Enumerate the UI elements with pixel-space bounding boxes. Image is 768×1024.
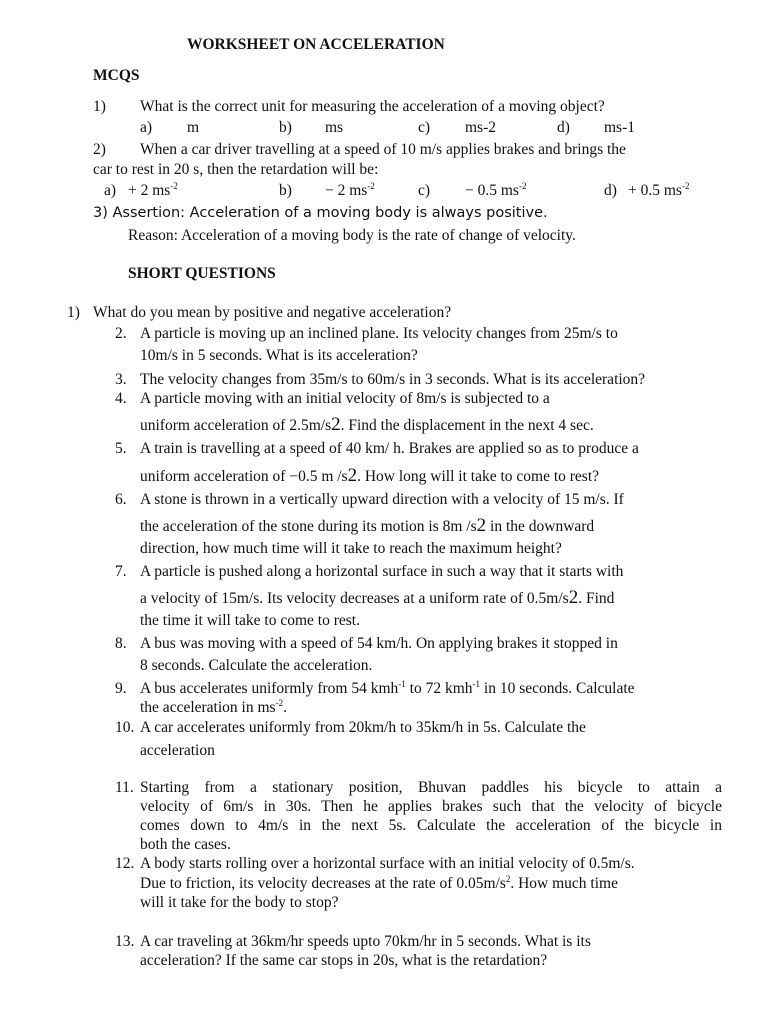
question-text: the acceleration in $ms^{-2}$. (140, 698, 287, 716)
question-text: A bus accelerates uniformly from 54 kmh$^{-1}$ to 72 kmh$^{-1}$ in 10 seconds. Calculate (140, 679, 635, 697)
question-text: car to rest in 20 s, then the retardation will be: (93, 161, 379, 178)
question-text: 8 seconds. Calculate the acceleration. (140, 657, 373, 674)
assertion-text: 3) Assertion: Acceleration of a moving body is always positive. (93, 205, 548, 221)
question-text: What do you mean by positive and negative acceleration? (93, 304, 452, 321)
question-text: uniform acceleration of 2.5m/s2. Find the displacement in the next 4 sec. (140, 414, 594, 435)
question-text: the acceleration of the stone during its motion is 8m /s2 in the downward (140, 515, 595, 536)
question-number: 13. (115, 933, 135, 950)
option-label: b) (279, 119, 292, 136)
question-number: 7. (115, 563, 127, 580)
option-text: − 0.5 $ms^{-2}$ (465, 181, 527, 199)
short-questions-heading: SHORT QUESTIONS (128, 265, 276, 282)
question-number: 6. (115, 491, 127, 508)
question-text: acceleration (140, 742, 215, 759)
question-number: 3. (115, 371, 127, 388)
question-number: 12. (115, 855, 135, 872)
question-text: comes down to 4m/s in the next 5s. Calculate the acceleration of the bicycle in (140, 817, 722, 834)
question-text: The velocity changes from 35m/s to 60m/s in 3 seconds. What is its acceleration? (140, 371, 646, 388)
question-text: A body starts rolling over a horizontal surface with an initial velocity of 0.5m/s. (140, 855, 635, 872)
question-number: 2. (115, 325, 127, 342)
question-text: What is the correct unit for measuring the acceleration of a moving object? (140, 98, 605, 115)
question-number: 2) (93, 141, 106, 158)
option-text: ms-1 (604, 119, 635, 136)
question-number: 11. (115, 779, 134, 796)
question-text: will it take for the body to stop? (140, 894, 339, 911)
option-text: − 2 $ms^{-2}$ (325, 181, 375, 199)
question-text: A particle moving with an initial velocity of 8m/s is subjected to a (140, 390, 550, 407)
question-number: 1) (67, 304, 80, 321)
question-text: direction, how much time will it take to reach the maximum height? (140, 540, 562, 557)
option-label: d) (604, 182, 617, 199)
option-text: ms (325, 119, 344, 136)
option-text: + 2 $ms^{-2}$ (128, 181, 178, 199)
option-text: + 0.5 $ms^{-2}$ (628, 181, 690, 199)
question-text: both the cases. (140, 836, 231, 853)
option-label: c) (418, 182, 431, 199)
option-label: b) (279, 182, 292, 199)
question-text: A car accelerates uniformly from 20km/h to 35km/h in 5s. Calculate the (140, 719, 586, 736)
reason-text: Reason: Acceleration of a moving body is the rate of change of velocity. (128, 227, 576, 244)
question-text: Due to friction, its velocity decreases at the rate of $0.05m/s^2$. How much time (140, 874, 618, 892)
option-text: ms-2 (465, 119, 496, 136)
question-text: A bus was moving with a speed of 54 km/h. On applying brakes it stopped in (140, 635, 618, 652)
question-number: 10. (115, 719, 135, 736)
question-text: 10m/s in 5 seconds. What is its acceleration? (140, 347, 418, 364)
option-label: a) (104, 182, 117, 199)
option-text: m (187, 119, 200, 136)
option-label: d) (557, 119, 570, 136)
question-text: Starting from a stationary position, Bhuvan paddles his bicycle to attain a (140, 779, 722, 796)
option-label: c) (418, 119, 431, 136)
question-text: a velocity of 15m/s. Its velocity decreases at a uniform rate of 0.5m/s2. Find (140, 587, 615, 608)
question-number: 5. (115, 440, 127, 457)
question-text: uniform acceleration of −0.5 m /s2. How long will it take to come to rest? (140, 465, 600, 486)
option-label: a) (140, 119, 153, 136)
question-text: the time it will take to come to rest. (140, 612, 360, 629)
page-title: WORKSHEET ON ACCELERATION (187, 36, 445, 53)
question-text: A train is travelling at a speed of 40 km/ h. Brakes are applied so as to produce a (140, 440, 639, 457)
question-text: A particle is pushed along a horizontal surface in such a way that it starts with (140, 563, 624, 580)
question-text: velocity of 6m/s in 30s. Then he applies brakes such that the velocity of bicycle (140, 798, 722, 815)
question-number: 9. (115, 680, 127, 697)
question-number: 4. (115, 390, 127, 407)
question-number: 8. (115, 635, 127, 652)
question-number: 1) (93, 98, 106, 115)
question-text: A car traveling at 36km/hr speeds upto 70km/hr in 5 seconds. What is its (140, 933, 591, 950)
mcq-heading: MCQS (93, 67, 140, 84)
question-text: A particle is moving up an inclined plane. Its velocity changes from 25m/s to (140, 325, 618, 342)
question-text: When a car driver travelling at a speed of 10 m/s applies brakes and brings the (140, 141, 626, 158)
question-text: A stone is thrown in a vertically upward direction with a velocity of 15 m/s. If (140, 491, 624, 508)
question-text: acceleration? If the same car stops in 20s, what is the retardation? (140, 952, 548, 969)
